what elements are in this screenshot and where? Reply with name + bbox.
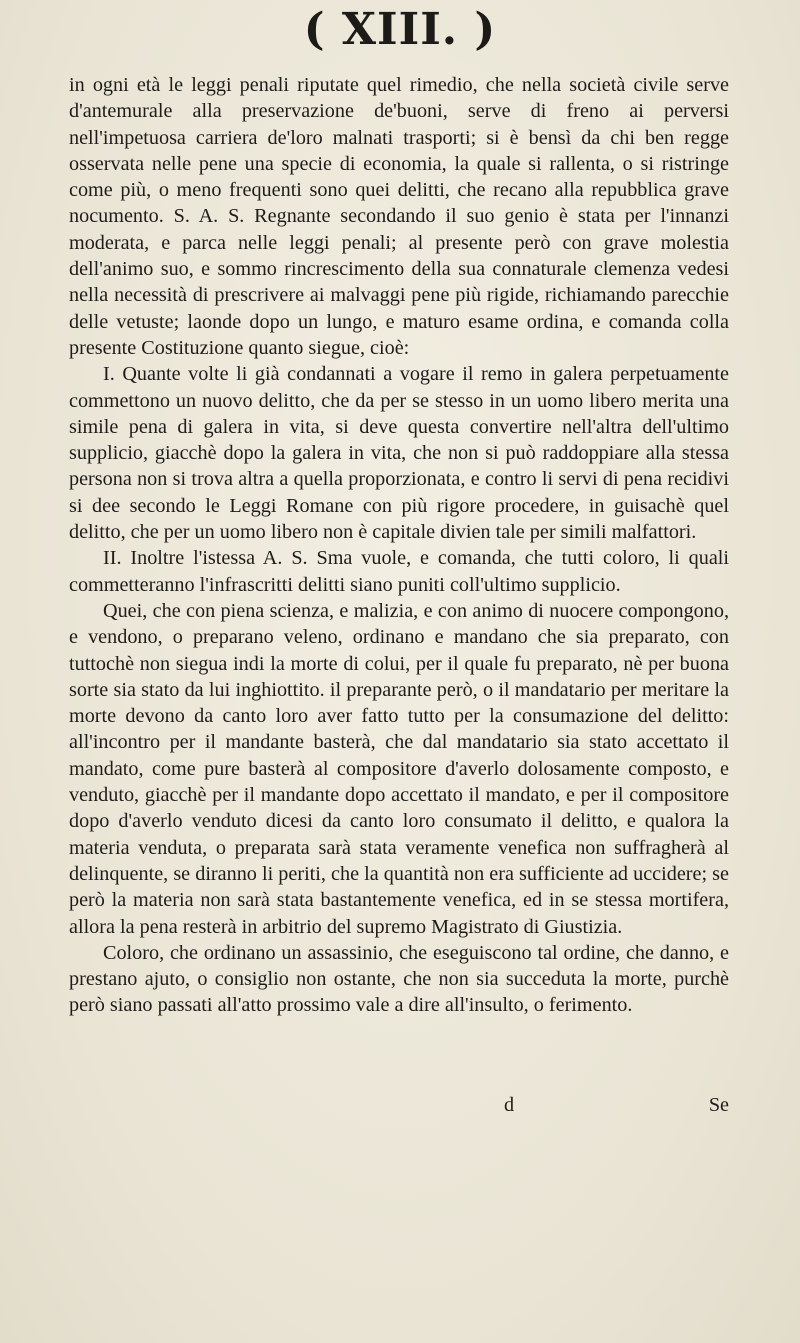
catchword: Se	[708, 1094, 729, 1116]
paragraph-poison: Quei, che con piena scienza, e malizia, e con animo di nuocere compongono, e vendono, o preparano veleno, ordinano e mandano che sia preparato, con tuttochè non siegua indi la morte di colui, per il quale fu preparato, nè per buona sorte sia stato da lui inghiottito. il preparante però, o il mandatario per meritare la morte devono da canto loro aver fatto tutto per la consumazione del delitto: all'incontro per il mandante basterà, che dal mandatario sia stato accettato il mandato, come pure basterà al compositore d'averlo dolosamente composto, e venduto, giacchè per il mandante dopo accettato il mandato, e per il compositore dopo d'averlo venduto dicesi da canto loro consumato il delitto, e qualora la materia venduta, o preparata sarà stata veramente venefica non suffragherà al delinquente, se diranno li periti, che la quantità non era sufficiente ad uccidere; se però la materia non sarà stata bastantemente venefica, ed in se stessa mortifera, allora la pena resterà in arbitrio del supremo Magistrato di Giustizia.	[69, 599, 729, 938]
page-body-text	[69, 72, 729, 1019]
paragraph-article-2: II. Inoltre l'istessa A. S. Sma vuole, e comanda, che tutti coloro, li quali commetteranno l'infrascritti delitti siano puniti coll'ultimo supplicio.	[69, 547, 729, 596]
paragraph-preamble: in ogni età le leggi penali riputate quel rimedio, che nella società civile serve d'antemurale alla preservazione de'buoni, serve di freno ai perversi nell'impetuosa carriera de'loro malnati trasporti; si è bensì da chi ben regge osservata nelle pene una specie di economia, la quale si rallenta, o si ristringe come più, o meno frequenti sono quei delitti, che recano alla repubblica grave nocumento. S. A. S. Regnante secondando il suo genio è stata per l'innanzi moderata, e parca nelle leggi penali; al presente però con grave molestia dell'animo suo, e sommo rincrescimento della sua connaturale clemenza vedesi nella necessità di prescrivere ai malvaggi pene più rigide, richiamando parecchie delle vetuste; laonde dopo un lungo, e maturo esame ordina, e comanda colla presente Costituzione quanto siegue, cioè:	[69, 74, 729, 359]
paragraph-article-1: I. Quante volte li già condannati a vogare il remo in galera perpetuamente commettono un nuovo delitto, che da per se stesso in un uomo libero merita una simile pena di galera in vita, si deve questa convertire nell'altra dell'ultimo supplicio, giacchè dopo la galera in vita, che non si può raddoppiare alla stessa persona non si trova altra a quella proporzionata, e contro li servi di pena recidivi si dee secondo le Leggi Romane con più rigore procedere, in guisachè quel delitto, che per un uomo libero non è capitale divien tale per simili malfattori.	[69, 363, 729, 544]
signature-mark: d	[504, 1094, 515, 1116]
paragraph-assassination: Coloro, che ordinano un assassinio, che eseguiscono tal ordine, che danno, e prestano ajuto, o consiglio non ostante, che non sia succeduta la morte, purchè però siano passati all'atto prossimo vale a dire all'insulto, o ferimento.	[69, 941, 729, 1017]
page-folio-number: ( XIII. )	[303, 4, 497, 55]
